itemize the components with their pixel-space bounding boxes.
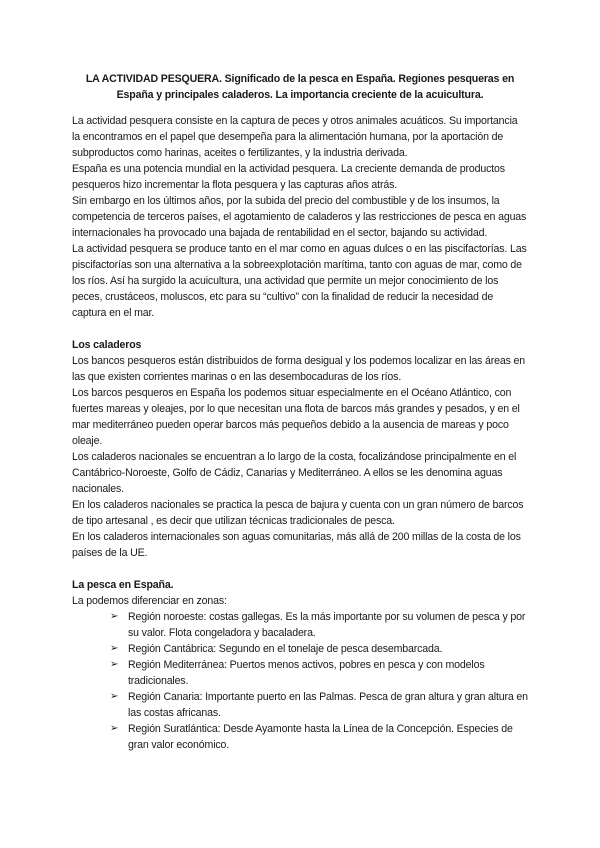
list-item bbox=[110, 689, 528, 721]
intro-section bbox=[72, 113, 528, 321]
arrow-bullet-icon: ➢ bbox=[110, 659, 119, 670]
list-item bbox=[110, 721, 528, 753]
document-title: LA ACTIVIDAD PESQUERA. Significado de la pesca en España. Regiones pesqueras en España y principales caladeros. La importancia creciente de la acuicultura. bbox=[85, 73, 515, 101]
region-text: Región noroeste: costas gallegas. Es la más importante por su volumen de pesca y por su valor. Flota congeladora y bacaladera. bbox=[128, 611, 526, 639]
region-text: Región Mediterránea: Puertos menos activos, pobres en pesca y con modelos tradicionales. bbox=[128, 659, 485, 687]
region-text: Región Cantábrica: Segundo en el tonelaje de pesca desembarcada. bbox=[128, 643, 443, 655]
caladeros-paragraph: Los caladeros nacionales se encuentran a lo largo de la costa, focalizándose principalmente en el Cantábrico-Noroeste, Golfo de Cádiz, Canarias y Mediterráneo. A ellos se les denomina aguas nacionales. bbox=[72, 451, 517, 495]
pesca-espana-intro: La podemos diferenciar en zonas: bbox=[72, 595, 227, 607]
section-heading-pesca-espana: La pesca en España. bbox=[72, 579, 174, 591]
section-heading-caladeros: Los caladeros bbox=[72, 339, 142, 351]
list-item bbox=[110, 609, 528, 641]
caladeros-section bbox=[72, 337, 528, 561]
arrow-bullet-icon: ➢ bbox=[110, 723, 119, 734]
arrow-bullet-icon: ➢ bbox=[110, 691, 119, 702]
pesca-espana-section bbox=[72, 577, 528, 753]
list-item bbox=[110, 657, 528, 689]
caladeros-paragraph: En los caladeros nacionales se practica la pesca de bajura y cuenta con un gran número de barcos de tipo artesanal , es decir que utilizan técnicas tradicionales de pesca. bbox=[72, 499, 524, 527]
intro-paragraph: España es una potencia mundial en la actividad pesquera. La creciente demanda de productos pesqueros hizo incrementar la flota pesquera y las capturas años atrás. bbox=[72, 163, 505, 191]
intro-paragraph: La actividad pesquera consiste en la captura de peces y otros animales acuáticos. Su importancia la encontramos en el papel que desempeña para la alimentación humana, por la aportación de subproductos como harinas, aceites o fertilizantes, y la industria derivada. bbox=[72, 115, 518, 159]
caladeros-paragraph: Los bancos pesqueros están distribuidos de forma desigual y los podemos localizar en las áreas en las que existen corrientes marinas o en las desembocaduras de los ríos. bbox=[72, 355, 526, 383]
document-page bbox=[72, 71, 528, 753]
caladeros-paragraph: Los barcos pesqueros en España los podemos situar especialmente en el Océano Atlántico, con fuertes mareas y oleajes, por lo que necesitan una flota de barcos más grandes y pesados, y en el mar mediterráneo pueden operar barcos más pequeños debido a la ausencia de mareas y poco oleaje. bbox=[72, 387, 520, 447]
list-item bbox=[110, 641, 528, 657]
arrow-bullet-icon: ➢ bbox=[110, 611, 119, 622]
region-text: Región Canaria: Importante puerto en las Palmas. Pesca de gran altura y gran altura en las costas africanas. bbox=[128, 691, 528, 719]
region-text: Región Suratlántica: Desde Ayamonte hasta la Línea de la Concepción. Especies de gran valor económico. bbox=[128, 723, 513, 751]
arrow-bullet-icon: ➢ bbox=[110, 643, 119, 654]
caladeros-paragraph: En los caladeros internacionales son aguas comunitarias, más allá de 200 millas de la costa de los países de la UE. bbox=[72, 531, 521, 559]
intro-paragraph: La actividad pesquera se produce tanto en el mar como en aguas dulces o en las piscifactorías. Las piscifactorías son una alternativa a la sobreexplotación marítima, tanto con aguas de mar, como de los ríos. Así ha surgido la acuicultura, una actividad que permite un mejor conocimiento de los peces, crustáceos, moluscos, etc para su “cultivo” con la finalidad de reducir la necesidad de captura en el mar. bbox=[72, 243, 527, 319]
regions-list bbox=[72, 609, 528, 753]
intro-paragraph: Sin embargo en los últimos años, por la subida del precio del combustible y de los insumos, la competencia de terceros países, el agotamiento de caladeros y las restricciones de pesca en aguas internacionales ha provocado una bajada de rentabilidad en el sector, bajando su actividad. bbox=[72, 195, 527, 239]
